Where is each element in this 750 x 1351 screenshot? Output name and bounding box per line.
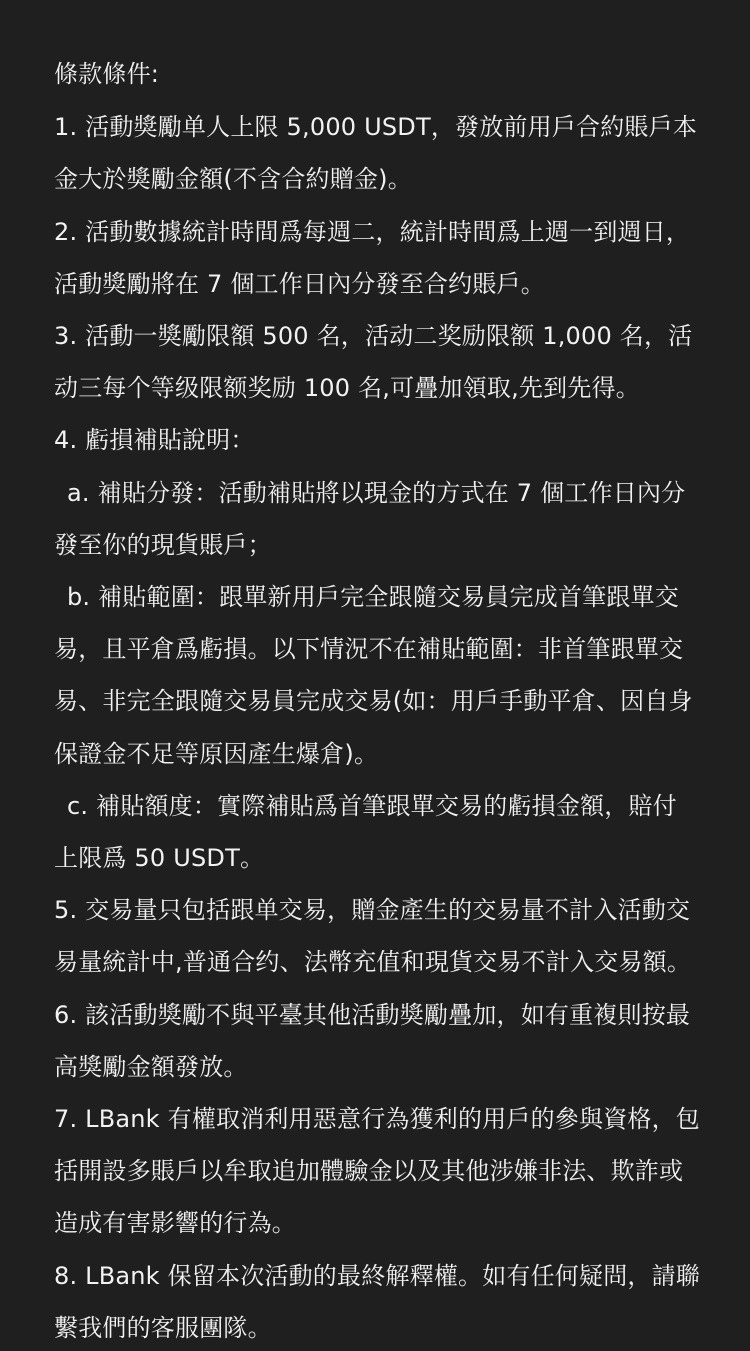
terms-item-4c: c. 補貼額度：實際補貼爲首筆跟單交易的虧損金額，賠付上限爲 50 USDT。 bbox=[54, 791, 677, 873]
terms-item-3: 3. 活動一獎勵限額 500 名，活动二奖励限额 1,000 名，活动三每个等级限额奖励 100 名,可疊加領取,先到先得。 bbox=[54, 322, 693, 403]
terms-item-1: 1. 活動獎勵单人上限 5,000 USDT，發放前用戶合約賬戶本金大於獎勵金額(不含合約贈金)。 bbox=[54, 113, 698, 194]
terms-item-5: 5. 交易量只包括跟单交易，贈金產生的交易量不計入活動交易量統計中,普通合约、法幣充值和現貨交易不計入交易額。 bbox=[54, 896, 692, 977]
terms-item-8: 8. LBank 保留本次活動的最終解釋權。如有任何疑問，請聯繫我們的客服團隊。 bbox=[54, 1261, 701, 1342]
terms-title: 條款條件: bbox=[54, 60, 160, 88]
terms-item-4a: a. 補貼分發：活動補貼將以現金的方式在 7 個工作日內分發至你的現貨賬戶； bbox=[54, 478, 686, 559]
terms-item-7: 7. LBank 有權取消利用惡意行為獲利的用戶的參與資格，包括開設多賬戶以牟取追加體驗金以及其他涉嫌非法、欺詐或造成有害影響的行為。 bbox=[54, 1105, 701, 1238]
terms-item-4: 4. 虧損補貼說明： bbox=[54, 426, 255, 455]
terms-item-4b: b. 補貼範圍：跟單新用戶完全跟隨交易員完成首筆跟單交易，且平倉爲虧損。以下情況不在補貼範圍：非首筆跟單交易、非完全跟隨交易員完成交易(如：用戶手動平倉、因自身保證金不足等原因產生爆倉)。 bbox=[54, 583, 693, 768]
terms-item-6: 6. 該活動獎勵不與平臺其他活動獎勵疊加，如有重複則按最高獎勵金額發放。 bbox=[54, 1000, 691, 1081]
terms-item-2: 2. 活動數據統計時間爲每週二，統計時間爲上週一到週日，活動獎勵將在 7 個工作日內分發至合约賬戶。 bbox=[54, 217, 691, 298]
